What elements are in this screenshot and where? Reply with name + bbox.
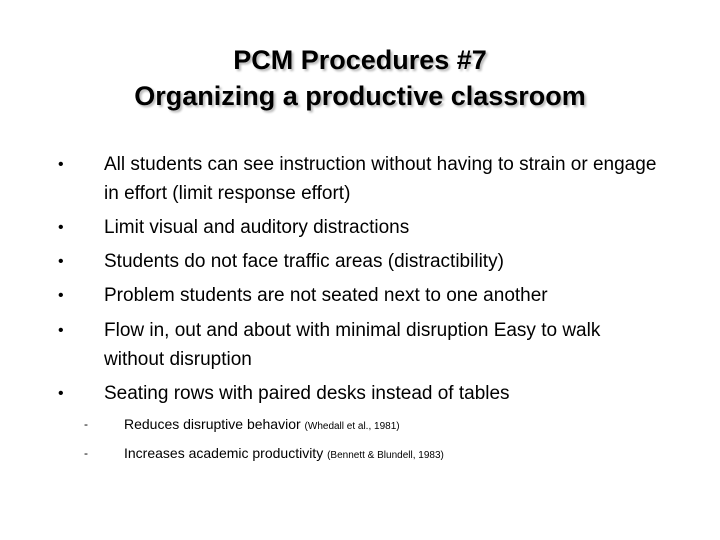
citation: (Whedall et al., 1981): [304, 421, 400, 432]
dash-icon: -: [84, 417, 88, 431]
bullet-list: [0, 147, 720, 469]
bullet-item: [0, 377, 664, 411]
sub-bullet-text: Reduces disruptive behavior: [124, 416, 301, 432]
bullet-text: All students can see instruction without having to strain or engage in effort (limit response effort): [104, 154, 657, 204]
bullet-text: Seating rows with paired desks instead of tables: [104, 383, 510, 404]
bullet-text: Flow in, out and about with minimal disruption Easy to walk without disruption: [104, 320, 601, 370]
bullet-dot-icon: •: [58, 219, 64, 236]
bullet-item: [0, 245, 664, 279]
bullet-text: Limit visual and auditory distractions: [104, 217, 410, 238]
title-line-2: Organizing a productive classroom: [134, 81, 586, 111]
bullet-item: [0, 211, 664, 245]
citation: (Bennett & Blundell, 1983): [327, 450, 444, 461]
bullet-text: Students do not face traffic areas (distractibility): [104, 251, 504, 272]
sub-bullet-item: [0, 440, 720, 469]
bullet-dot-icon: •: [58, 287, 64, 304]
dash-icon: -: [84, 446, 88, 460]
sub-bullet-item: [0, 411, 720, 440]
slide-title: [0, 42, 720, 114]
title-line-1: PCM Procedures #7: [233, 45, 487, 75]
bullet-item: [0, 279, 664, 313]
bullet-dot-icon: •: [58, 385, 64, 402]
bullet-item: [0, 313, 664, 377]
sub-bullet-text: Increases academic productivity: [124, 445, 324, 461]
bullet-dot-icon: •: [58, 253, 64, 270]
bullet-text: Problem students are not seated next to one another: [104, 285, 548, 306]
bullet-dot-icon: •: [58, 322, 64, 339]
bullet-dot-icon: •: [58, 156, 64, 173]
bullet-item: [0, 147, 664, 211]
